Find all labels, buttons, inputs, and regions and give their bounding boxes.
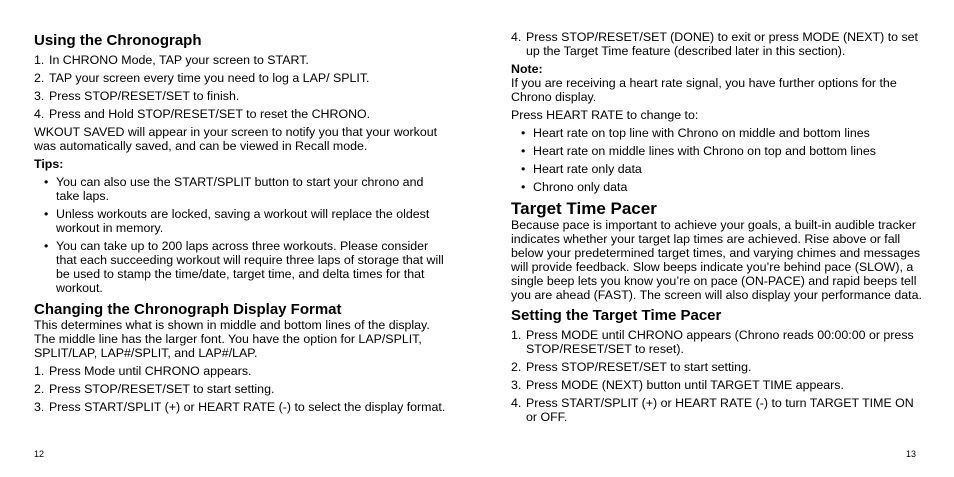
step-number: 1. <box>34 364 45 378</box>
bullet: • <box>521 180 526 194</box>
note-label: Note: <box>511 62 543 76</box>
step-number: 4. <box>511 396 522 410</box>
step-text: Press STOP/RESET/SET (DONE) to exit or press MODE (NEXT) to set up the Target Time feature (described later in this section). <box>526 30 918 58</box>
step-number: 4. <box>34 107 45 121</box>
option-text: Heart rate on top line with Chrono on middle and bottom lines <box>533 126 870 140</box>
list-item <box>511 162 924 176</box>
display-intro-paragraph: This determines what is shown in middle and bottom lines of the display. The middle line has the larger font. You have the option for LAP/SPLIT, SPLIT/LAP, LAP#/SPLIT, and LAP#/LAP. <box>34 318 430 360</box>
option-text: Heart rate on middle lines with Chrono on top and bottom lines <box>533 144 876 158</box>
bullet: • <box>44 207 49 221</box>
bullet: • <box>521 126 526 140</box>
setting-steps-list <box>511 328 924 424</box>
list-item <box>511 378 924 392</box>
list-item <box>34 207 449 235</box>
list-item <box>511 144 924 158</box>
step-number: 3. <box>34 89 45 103</box>
step-text: Press STOP/RESET/SET to start setting. <box>49 382 275 396</box>
list-item <box>511 360 924 374</box>
list-item <box>511 328 924 356</box>
list-item <box>34 71 449 85</box>
step-number: 1. <box>34 53 45 67</box>
list-item <box>34 382 449 396</box>
continued-step-list <box>511 30 924 58</box>
step-number: 2. <box>34 71 45 85</box>
step-number: 4. <box>511 30 522 44</box>
display-steps-list <box>34 364 449 414</box>
bullet: • <box>44 175 49 189</box>
list-item <box>34 107 449 121</box>
step-number: 3. <box>511 378 522 392</box>
step-number: 2. <box>511 360 522 374</box>
tip-text: You can take up to 200 laps across three workouts. Please consider that each succeeding workout will require three laps of storage that will be used to stamp the time/date, target time, and delta times for that workout. <box>56 239 444 295</box>
heart-rate-intro: Press HEART RATE to change to: <box>511 108 699 122</box>
heading-using-chronograph: Using the Chronograph <box>34 32 202 49</box>
step-text: In CHRONO Mode, TAP your screen to START. <box>49 53 309 67</box>
list-item <box>511 396 924 424</box>
page-number: 13 <box>905 449 916 459</box>
chrono-steps-list <box>34 53 449 121</box>
bullet: • <box>521 162 526 176</box>
list-item <box>511 180 924 194</box>
step-text: Press MODE (NEXT) button until TARGET TIME appears. <box>526 378 844 392</box>
tip-text: You can also use the START/SPLIT button to start your chrono and take laps. <box>56 175 424 203</box>
list-item <box>34 239 449 295</box>
heading-target-time-pacer: Target Time Pacer <box>511 199 657 218</box>
step-text: Press Mode until CHRONO appears. <box>49 364 252 378</box>
list-item <box>34 53 449 67</box>
step-text: Press STOP/RESET/SET to start setting. <box>526 360 752 374</box>
step-number: 2. <box>34 382 45 396</box>
heading-setting-pacer: Setting the Target Time Pacer <box>511 307 722 324</box>
pacer-paragraph: Because pace is important to achieve your goals, a built-in audible tracker indicates whether your target lap times are achieved. Rise above or fall below your predetermined target times, and varying chimes and messages will provide feedback. Slow beeps indicate you’re behind pace (SLOW), a single beep lets you know you’re on pace (ON-PACE) and rapid beeps tell you are ahead (FAST). The screen will also display your performance data. <box>511 218 922 302</box>
bullet: • <box>44 239 49 253</box>
bullet: • <box>521 144 526 158</box>
tip-text: Unless workouts are locked, saving a workout will replace the oldest workout in memory. <box>56 207 430 235</box>
step-text: Press STOP/RESET/SET to finish. <box>49 89 240 103</box>
heading-display-format: Changing the Chronograph Display Format <box>34 301 342 318</box>
step-text: Press START/SPLIT (+) or HEART RATE (-) to turn TARGET TIME ON or OFF. <box>526 396 914 424</box>
list-item <box>34 400 449 414</box>
wkout-saved-paragraph: WKOUT SAVED will appear in your screen to notify you that your workout was automatically saved, and can be viewed in Recall mode. <box>34 125 438 153</box>
list-item <box>34 175 449 203</box>
step-number: 1. <box>511 328 522 342</box>
step-text: Press MODE until CHRONO appears (Chrono reads 00:00:00 or press STOP/RESET/SET to reset). <box>526 328 914 356</box>
note-paragraph: If you are receiving a heart rate signal, you have further options for the Chrono display. <box>511 76 897 104</box>
list-item <box>511 126 924 140</box>
step-text: Press and Hold STOP/RESET/SET to reset the CHRONO. <box>49 107 371 121</box>
right-page <box>477 0 954 477</box>
heart-rate-options-list <box>511 126 924 194</box>
option-text: Heart rate only data <box>533 162 642 176</box>
page-number: 12 <box>34 449 45 459</box>
option-text: Chrono only data <box>533 180 628 194</box>
list-item <box>34 364 449 378</box>
step-text: Press START/SPLIT (+) or HEART RATE (-) to select the display format. <box>49 400 446 414</box>
step-number: 3. <box>34 400 45 414</box>
tips-label: Tips: <box>34 157 64 171</box>
step-text: TAP your screen every time you need to log a LAP/ SPLIT. <box>49 71 370 85</box>
list-item <box>34 89 449 103</box>
tips-list <box>34 175 449 295</box>
list-item <box>511 30 924 58</box>
